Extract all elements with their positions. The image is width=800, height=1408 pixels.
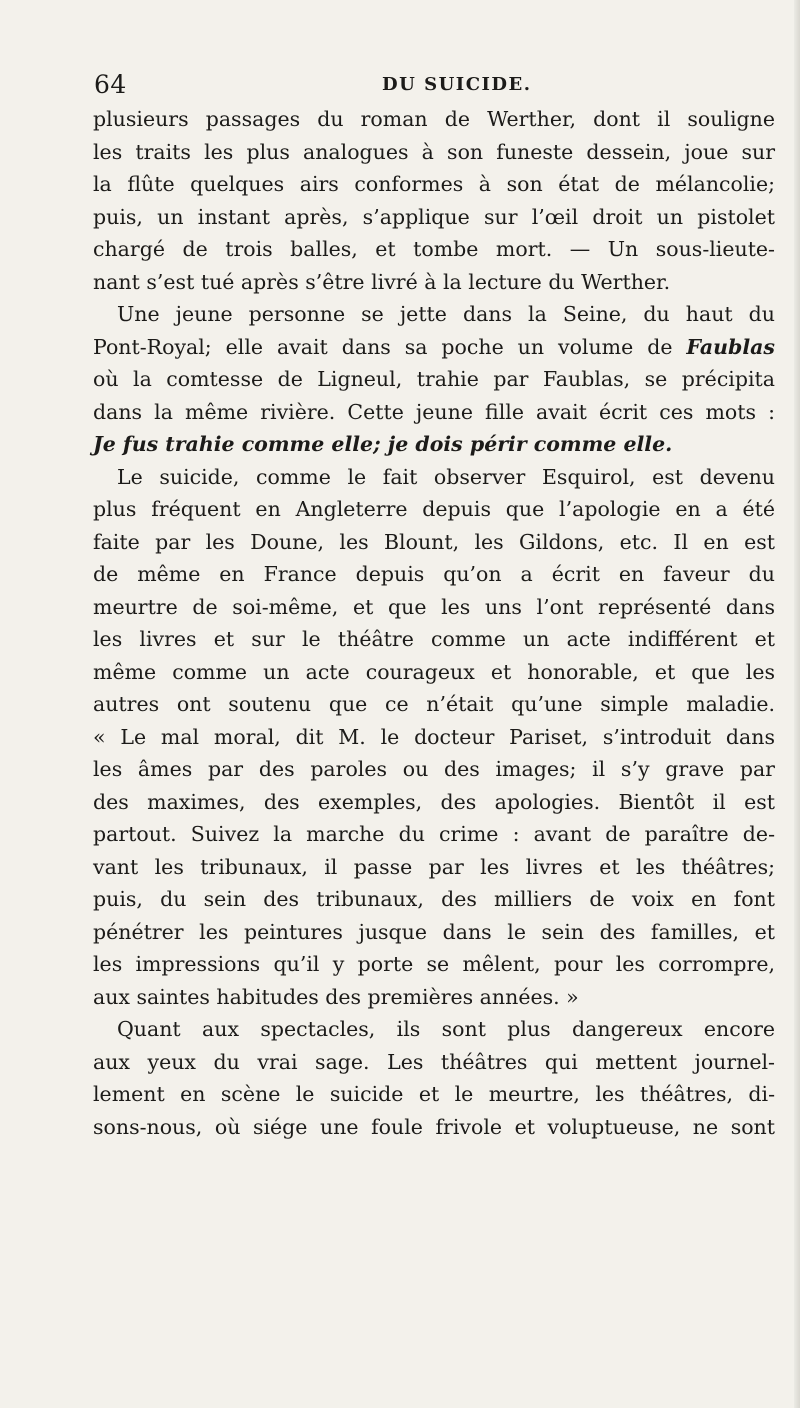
text-line: des maximes, des exemples, des apologies. Bientôt il est	[93, 789, 775, 814]
text-line: la flûte quelques airs conformes à son état de mélancolie;	[93, 172, 775, 196]
text-line: lement en scène le suicide et le meurtre, les théâtres, di-	[93, 1082, 775, 1106]
text-line	[93, 331, 775, 364]
text-line: partout. Suivez la marche du crime : avant de paraître de-	[93, 822, 775, 846]
text-line: vant les tribunaux, il passe par les livres et les théâtres;	[93, 854, 775, 879]
text-line: les traits les plus analogues à son funeste dessein, joue sur	[93, 139, 775, 164]
text-line: aux yeux du vrai sage. Les théâtres qui mettent journel-	[93, 1049, 775, 1074]
page-number: 64	[94, 70, 127, 99]
text-line: où la comtesse de Ligneul, trahie par Faublas, se précipita	[93, 367, 775, 391]
text-line: aux saintes habitudes des premières années. »	[93, 984, 579, 1009]
text-line: les impressions qu’il y porte se mêlent, pour les corrompre,	[93, 952, 775, 976]
book-title-italic: Faublas	[686, 334, 775, 359]
text-line: plusieurs passages du roman de Werther, dont il souligne	[93, 107, 775, 131]
body-text	[93, 103, 775, 1143]
text-line: puis, un instant après, s’applique sur l’œil droit un pistolet	[93, 204, 775, 229]
text-line: chargé de trois balles, et tombe mort. — Un sous-lieute-	[93, 237, 775, 261]
text-line: les âmes par des paroles ou des images; il s’y grave par	[93, 757, 775, 781]
text-line: meurtre de soi-même, et que les uns l’ont représenté dans	[93, 594, 775, 619]
text-line: faite par les Doune, les Blount, les Gildons, etc. Il en est	[93, 529, 775, 554]
text-line: les livres et sur le théâtre comme un acte indifférent et	[93, 627, 775, 651]
text-line: pénétrer les peintures jusque dans le sein des familles, et	[93, 919, 775, 944]
text-line: nant s’est tué après s’être livré à la lecture du Werther.	[93, 269, 671, 294]
text-line: dans la même rivière. Cette jeune fille avait écrit ces mots :	[93, 399, 775, 424]
paragraph-start-line: Le suicide, comme le fait observer Esquirol, est devenu	[117, 464, 775, 489]
text-line: sons-nous, où siége une foule frivole et voluptueuse, ne sont	[93, 1114, 775, 1139]
running-title: DU SUICIDE.	[382, 74, 532, 95]
text-line: puis, du sein des tribunaux, des milliers de voix en font	[93, 887, 775, 911]
italic-quote-line: Je fus trahie comme elle; je dois périr comme elle.	[93, 432, 673, 456]
paragraph-start-line: Quant aux spectacles, ils sont plus dangereux encore	[117, 1017, 775, 1041]
text-line: même comme un acte courageux et honorable, et que les	[93, 659, 775, 684]
text-line: de même en France depuis qu’on a écrit en faveur du	[93, 562, 775, 586]
text-line: autres ont soutenu que ce n’était qu’une simple maladie.	[93, 692, 775, 716]
text-line: plus fréquent en Angleterre depuis que l’apologie en a été	[93, 497, 775, 521]
text-segment: Pont-Royal; elle avait dans sa poche un volume de	[93, 334, 673, 359]
text-line: « Le mal moral, dit M. le docteur Pariset, s’introduit dans	[93, 724, 775, 749]
page-edge	[794, 0, 800, 1408]
paragraph-start-line: Une jeune personne se jette dans la Seine, du haut du	[117, 302, 775, 326]
